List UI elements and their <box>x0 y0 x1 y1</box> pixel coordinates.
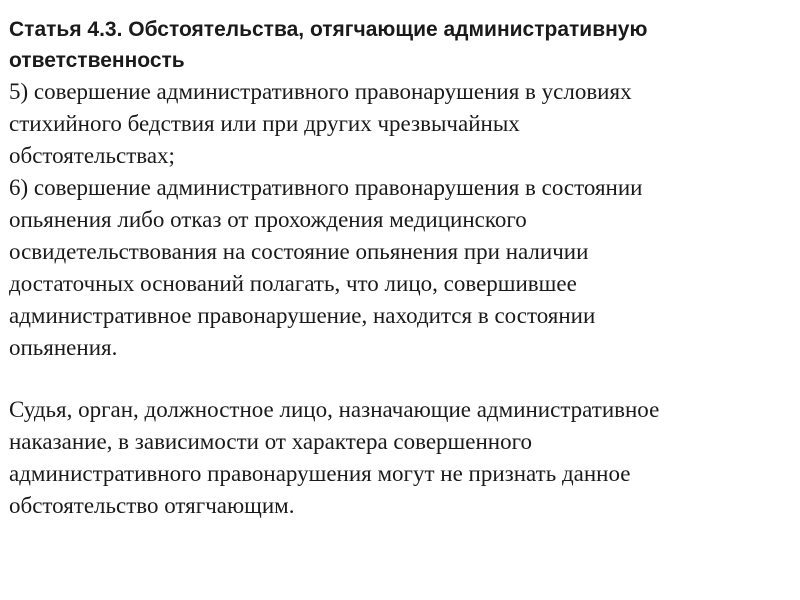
article-title <box>9 14 789 76</box>
article-title-line: Статья 4.3. Обстоятельства, отягчающие административную <box>9 18 648 41</box>
text-line: 5) совершение административного правонарушения в условиях <box>9 79 632 104</box>
text-line: административное правонарушение, находится в состоянии <box>9 303 596 328</box>
text-line: наказание, в зависимости от характера совершенного <box>9 429 532 454</box>
paragraph-spacer <box>9 364 789 394</box>
text-line: Судья, орган, должностное лицо, назначающие административное <box>9 397 660 422</box>
text-line: опьянения. <box>9 335 118 360</box>
article-title-line: ответственность <box>9 49 185 72</box>
text-line: опьянения либо отказ от прохождения медицинского <box>9 207 527 232</box>
item-5-paragraph <box>9 76 789 172</box>
text-line: 6) совершение административного правонарушения в состоянии <box>9 175 643 200</box>
document-body <box>9 14 789 522</box>
text-line: освидетельствования на состояние опьянения при наличии <box>9 239 589 264</box>
text-line: обстоятельствах; <box>9 143 175 168</box>
closing-paragraph <box>9 394 789 522</box>
item-6-paragraph <box>9 172 789 364</box>
text-line: обстоятельство отягчающим. <box>9 493 295 518</box>
text-line: стихийного бедствия или при других чрезвычайных <box>9 111 520 136</box>
text-line: административного правонарушения могут не признать данное <box>9 461 631 486</box>
text-line: достаточных оснований полагать, что лицо, совершившее <box>9 271 577 296</box>
